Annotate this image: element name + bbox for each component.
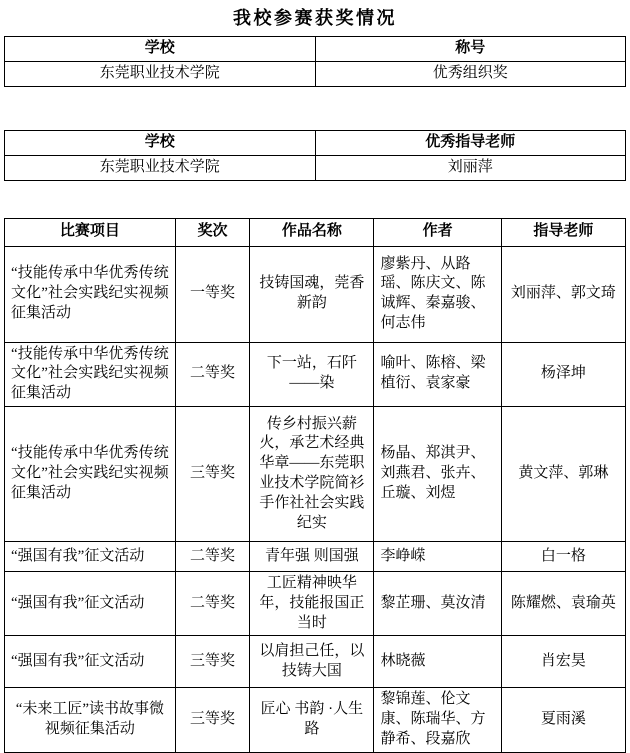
results-header-teachers: 指导老师 — [501, 218, 625, 246]
row2-project: “技能传承中华优秀传统文化”社会实践纪实视频征集活动 — [5, 342, 176, 406]
org-cell-school: 东莞职业技术学院 — [5, 62, 316, 87]
table-row — [5, 571, 626, 635]
row1-work: 技铸国魂，莞香新韵 — [250, 246, 374, 342]
spacer — [4, 87, 626, 130]
organization-award-header-row — [5, 37, 626, 62]
row7-award: 三等奖 — [175, 688, 250, 752]
row1-authors: 廖紫丹、从路瑶、陈庆文、陈诚辉、秦嘉骏、何志伟 — [374, 246, 501, 342]
row3-project: “技能传承中华优秀传统文化”社会实践纪实视频征集活动 — [5, 406, 176, 541]
row4-award: 二等奖 — [175, 541, 250, 571]
row5-authors: 黎芷珊、莫汝清 — [374, 571, 501, 635]
results-header-authors: 作者 — [374, 218, 501, 246]
row2-authors: 喻叶、陈榕、梁植衍、袁家豪 — [374, 342, 501, 406]
guiding-teacher-header-row — [5, 130, 626, 155]
row6-teachers: 肖宏昊 — [501, 636, 625, 688]
row1-teachers: 刘丽萍、郭文琦 — [501, 246, 625, 342]
row4-teachers: 白一格 — [501, 541, 625, 571]
teacher-header-name: 优秀指导老师 — [315, 130, 626, 155]
spacer — [4, 181, 626, 218]
row7-teachers: 夏雨溪 — [501, 688, 625, 752]
table-row — [5, 406, 626, 541]
row4-work: 青年强 则国强 — [250, 541, 374, 571]
results-header-work: 作品名称 — [250, 218, 374, 246]
teacher-cell-school: 东莞职业技术学院 — [5, 155, 316, 180]
row7-project: “未来工匠”读书故事微视频征集活动 — [5, 688, 176, 752]
row6-work: 以肩担己任，以技铸大国 — [250, 636, 374, 688]
row3-award: 三等奖 — [175, 406, 250, 541]
row5-work: 工匠精神映华年，技能报国正当时 — [250, 571, 374, 635]
org-header-school: 学校 — [5, 37, 316, 62]
teacher-cell-name: 刘丽萍 — [315, 155, 626, 180]
results-header-row — [5, 218, 626, 246]
row1-project: “技能传承中华优秀传统文化”社会实践纪实视频征集活动 — [5, 246, 176, 342]
row2-teachers: 杨泽坤 — [501, 342, 625, 406]
table-row — [5, 688, 626, 752]
results-header-award: 奖次 — [175, 218, 250, 246]
org-cell-title: 优秀组织奖 — [315, 62, 626, 87]
page-title: 我校参赛获奖情况 — [233, 8, 397, 28]
results-header-project: 比赛项目 — [5, 218, 176, 246]
row7-authors: 黎锦莲、伦文康、陈瑞华、方静希、段嘉欣 — [374, 688, 501, 752]
row2-work: 下一站，石阡——染 — [250, 342, 374, 406]
results-table — [4, 218, 626, 753]
teacher-header-school: 学校 — [5, 130, 316, 155]
row3-work: 传乡村振兴薪火，承艺术经典华章——东莞职业技术学院简衫手作社社会实践纪实 — [250, 406, 374, 541]
table-row — [5, 636, 626, 688]
table-row — [5, 246, 626, 342]
row2-award: 二等奖 — [175, 342, 250, 406]
table-row — [5, 541, 626, 571]
row4-authors: 李峥嵘 — [374, 541, 501, 571]
row3-authors: 杨晶、郑淇尹、刘燕君、张卉、丘璇、刘煜 — [374, 406, 501, 541]
organization-award-data-row — [5, 62, 626, 87]
row7-work: 匠心 书韵 ·人生路 — [250, 688, 374, 752]
row5-teachers: 陈耀燃、袁瑜英 — [501, 571, 625, 635]
row6-authors: 林晓薇 — [374, 636, 501, 688]
guiding-teacher-data-row — [5, 155, 626, 180]
row5-award: 二等奖 — [175, 571, 250, 635]
row5-project: “强国有我”征文活动 — [5, 571, 176, 635]
organization-award-table — [4, 36, 626, 87]
guiding-teacher-table — [4, 130, 626, 181]
row1-award: 一等奖 — [175, 246, 250, 342]
row6-award: 三等奖 — [175, 636, 250, 688]
table-row — [5, 342, 626, 406]
row4-project: “强国有我”征文活动 — [5, 541, 176, 571]
row3-teachers: 黄文萍、郭琳 — [501, 406, 625, 541]
row6-project: “强国有我”征文活动 — [5, 636, 176, 688]
org-header-title: 称号 — [315, 37, 626, 62]
